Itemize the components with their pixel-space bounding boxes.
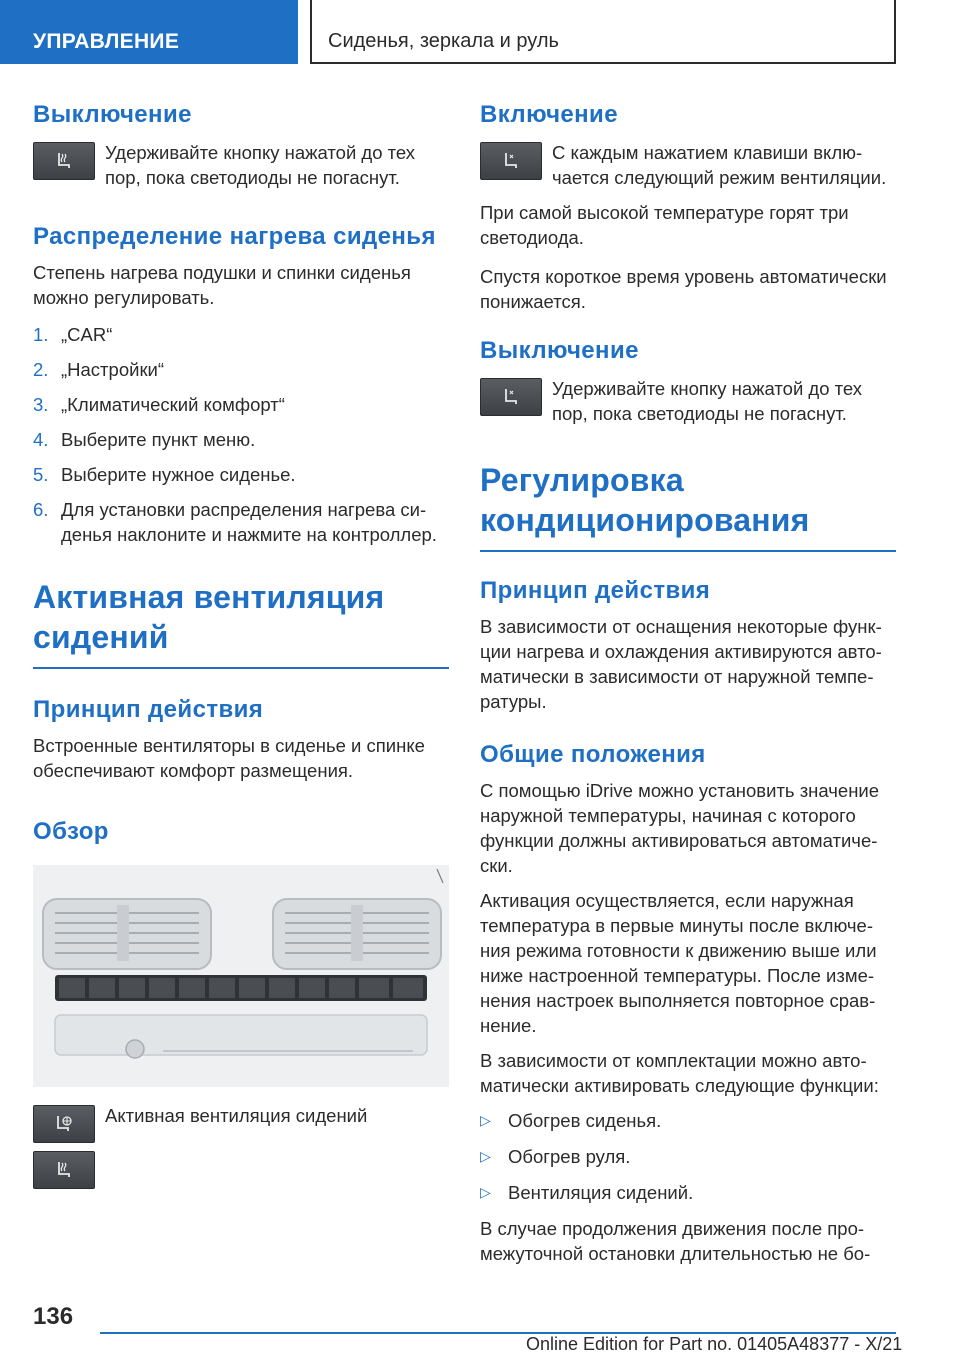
on-text-2: При самой высокой температуре горят три светодиода. (480, 202, 849, 248)
general-text-1: С помощью iDrive можно установить значение наружной температуры, начиная с которого функции должны активироваться автоматически. (480, 780, 880, 876)
off-instruction (33, 140, 449, 190)
photo-caption: Активная вентиляция сидений (105, 1105, 368, 1126)
on-heading: Включение (480, 101, 618, 128)
distribution-text: Степень нагрева подушки и спинки сиденья можно регулировать. (33, 262, 411, 308)
page-number: 136 (33, 1303, 74, 1330)
seat-ventilation-button-icon (480, 378, 542, 416)
right-column (480, 100, 896, 1266)
list-item: ▷ Обогрев руля. (480, 1146, 631, 1167)
chapter-title: Сиденья, зеркала и руль (310, 0, 896, 64)
seat-icon (500, 386, 522, 408)
general-text-3: В зависимости от комплектации можно автоматически активировать следующие функции: (480, 1050, 879, 1096)
seat-ventilation-button-icon (480, 142, 542, 180)
principle-heading-right: Принцип действия (480, 577, 711, 604)
triangle-bullet-icon: ▷ (480, 1112, 491, 1128)
seat-heating-button-icon (33, 1151, 95, 1189)
off-text-right: Удерживайте кнопку нажатой до тех пор, пока светодиоды не погаснут. (552, 378, 863, 424)
off-heading-right: Выключение (480, 337, 639, 364)
on-text-3: Спустя короткое время уровень автоматически понижается. (480, 266, 887, 312)
list-item: ▷ Обогрев сиденья. (480, 1110, 662, 1131)
left-column (33, 100, 449, 1189)
seat-fan-icon (52, 1113, 76, 1135)
seat-ventilation-button-icon (33, 1105, 95, 1143)
overview-heading: Обзор (33, 818, 109, 845)
climate-console-illustration (33, 865, 449, 1087)
functions-list (480, 1108, 896, 1205)
list-item: 2. „Настройки“ (33, 359, 165, 380)
list-item: 4. Выберите пункт меню. (33, 429, 256, 450)
list-item: 6. Для установки распределения нагрева сиденья наклоните и нажмите на контроллер. (33, 499, 437, 545)
principle-heading: Принцип действия (33, 696, 264, 723)
caption-row-2 (33, 1149, 449, 1189)
general-text-2: Активация осуществляется, если наружная температура в первые минуты после включения режима готовности к движению выше или ниже настроенной температуры. После изменения настроек выполняется повторное сравнение. (480, 890, 877, 1036)
list-item: 5. Выберите нужное сиденье. (33, 464, 296, 485)
general-heading: Общие положения (480, 741, 706, 768)
caption-row (33, 1103, 449, 1143)
seat-icon (500, 150, 522, 172)
climate-console-photo (33, 865, 449, 1087)
climate-heading: Регулировка кондиционирования (480, 462, 810, 538)
off-instruction-right (480, 376, 896, 426)
principle-text-right: В зависимости от оснащения некоторые функции нагрева и охлаждения активируются автоматически в зависимости от наружной температуры. (480, 616, 882, 712)
triangle-bullet-icon: ▷ (480, 1184, 491, 1200)
edition-note: Online Edition for Part no. 01405A48377 - X/21 (526, 1334, 903, 1354)
seat-heat-icon (53, 1159, 75, 1181)
ventilation-heading: Активная вентиляция сидений (33, 579, 385, 655)
on-text: С каждым нажатием клавиши включается следующий режим вентиляции. (552, 142, 887, 188)
on-instruction (480, 140, 896, 190)
off-heading: Выключение (33, 101, 192, 128)
general-text-4: В случае продолжения движения после промежуточной остановки длительностью не бо- (480, 1218, 871, 1264)
distribution-heading: Распределение нагрева сиденья (33, 223, 436, 250)
off-text: Удерживайте кнопку нажатой до тех пор, пока светодиоды не погаснут. (105, 142, 416, 188)
page-header (0, 0, 960, 66)
principle-text: Встроенные вентиляторы в сиденье и спинке обеспечивают комфорт размещения. (33, 735, 425, 781)
steps-list (33, 322, 449, 547)
triangle-bullet-icon: ▷ (480, 1148, 491, 1164)
section-title: УПРАВЛЕНИЕ (0, 0, 298, 64)
climate-section-title (480, 460, 896, 552)
ventilation-section-title (33, 577, 449, 669)
list-item: ▷ Вентиляция сидений. (480, 1182, 694, 1203)
seat-heat-icon (53, 150, 75, 172)
list-item: 3. „Климатический комфорт“ (33, 394, 285, 415)
seat-heating-button-icon (33, 142, 95, 180)
list-item: 1. „CAR“ (33, 324, 113, 345)
